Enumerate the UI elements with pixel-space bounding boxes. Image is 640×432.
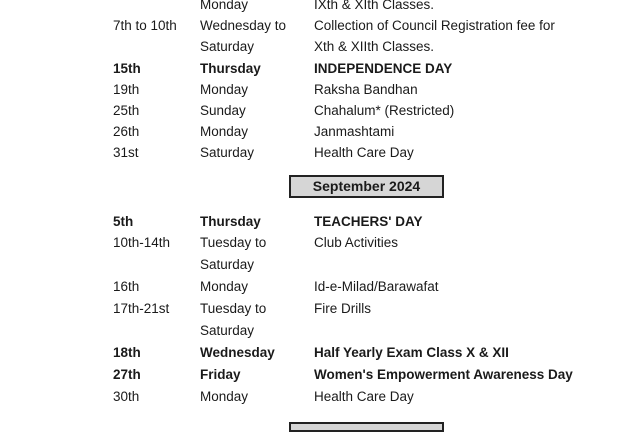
event-date: 27th (113, 367, 141, 382)
event-date: 19th (113, 82, 140, 97)
event-day: Thursday (200, 214, 261, 229)
event-date: 30th (113, 389, 140, 404)
event-title: Chahalum* (Restricted) (314, 103, 455, 118)
event-day: Saturday (200, 323, 255, 338)
event-day: Saturday (200, 145, 255, 160)
month-heading: September 2024 (289, 175, 444, 198)
event-title: Janmashtami (314, 124, 395, 139)
event-date: 15th (113, 61, 141, 76)
event-date: 26th (113, 124, 140, 139)
event-day: Tuesday to (200, 235, 267, 250)
event-title: Id-e-Milad/Barawafat (314, 279, 439, 294)
next-month-heading (289, 422, 444, 432)
event-title: Health Care Day (314, 145, 414, 160)
event-day: Friday (200, 367, 241, 382)
event-title: Women's Empowerment Awareness Day (314, 367, 573, 382)
event-day: Wednesday to (200, 18, 287, 33)
event-title: Health Care Day (314, 389, 414, 404)
event-date: 31st (113, 145, 139, 160)
event-date: 16th (113, 279, 140, 294)
event-day: Monday (200, 124, 249, 139)
event-day: Monday (200, 82, 249, 97)
event-date: 17th-21st (113, 301, 170, 316)
event-title: Half Yearly Exam Class X & XII (314, 345, 509, 360)
event-day: Saturday (200, 257, 255, 272)
event-date: 10th-14th (113, 235, 171, 250)
event-day: Monday (200, 279, 249, 294)
event-title: Xth & XIIth Classes. (314, 39, 435, 54)
event-day: Monday (200, 0, 249, 12)
event-day: Monday (200, 389, 249, 404)
event-date: 18th (113, 345, 141, 360)
event-day: Thursday (200, 61, 261, 76)
event-title: IXth & XIth Classes. (314, 0, 435, 12)
event-title: Raksha Bandhan (314, 82, 418, 97)
event-day: Sunday (200, 103, 246, 118)
event-day: Wednesday (200, 345, 275, 360)
event-title: Fire Drills (314, 301, 371, 316)
event-date: 25th (113, 103, 140, 118)
event-title: Collection of Council Registration fee for (314, 18, 555, 33)
event-day: Saturday (200, 39, 255, 54)
event-title: TEACHERS' DAY (314, 214, 423, 229)
event-title: INDEPENDENCE DAY (314, 61, 453, 76)
event-day: Tuesday to (200, 301, 267, 316)
event-date: 5th (113, 214, 134, 229)
event-title: Club Activities (314, 235, 399, 250)
event-date: 7th to 10th (113, 18, 177, 33)
